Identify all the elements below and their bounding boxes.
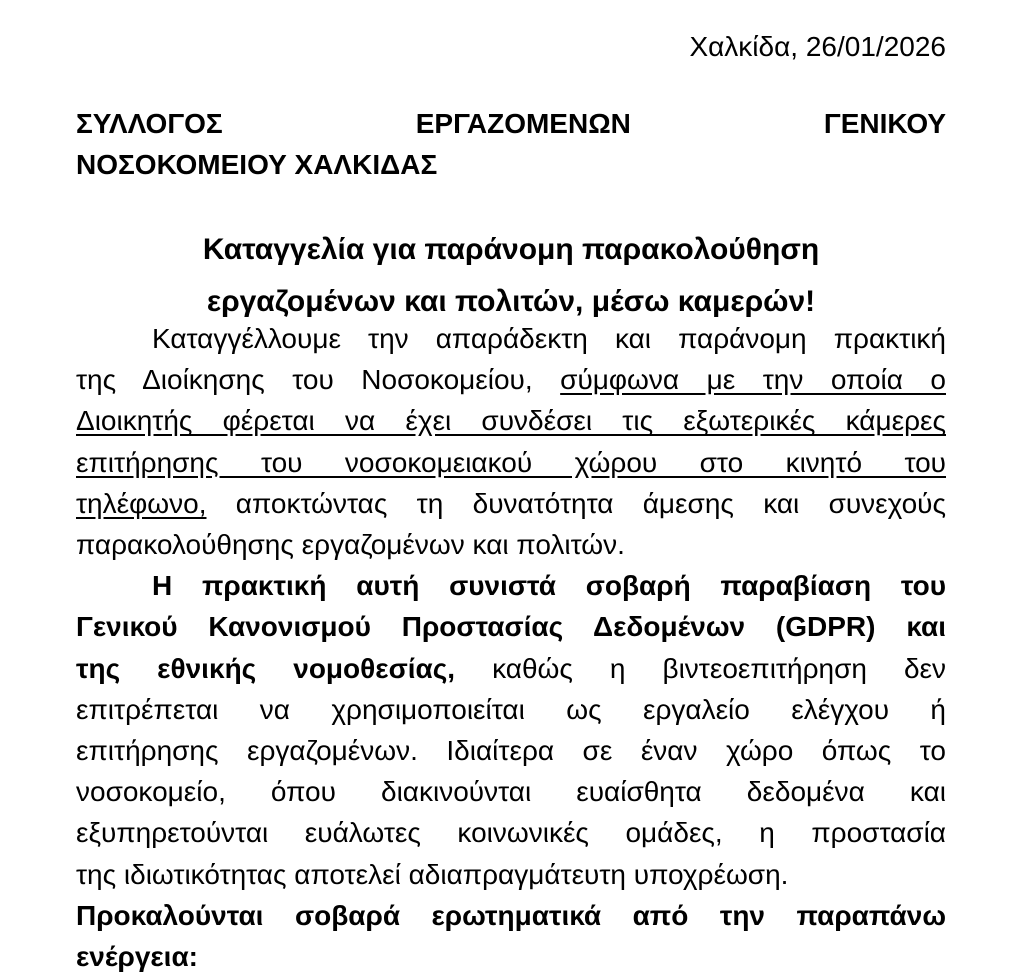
paragraph-3: [76, 895, 946, 977]
p2-line-6: νοσοκομείο, όπου διακινούνται ευαίσθητα δεδομένα και: [76, 776, 946, 808]
p2-line-7: εξυπηρετούνται ευάλωτες κοινωνικές ομάδες, η προστασία: [76, 817, 946, 849]
organization-line-1: ΣΥΛΛΟΓΟΣ ΕΡΓΑΖΟΜΕΝΩΝ ΓΕΝΙΚΟΥ: [76, 108, 946, 139]
p3-line-2: ενέργεια:: [76, 941, 198, 973]
p2-line-3: [76, 648, 946, 689]
document-body: [76, 318, 946, 977]
date-line: Χαλκίδα, 26/01/2026: [689, 31, 946, 62]
organization-name: [76, 103, 946, 185]
p1-line-1: Καταγγέλλουμε την απαράδεκτη και παράνομη πρακτική: [152, 323, 946, 354]
p1-line-5: [76, 483, 946, 524]
organization-line-2: ΝΟΣΟΚΟΜΕΙΟΥ ΧΑΛΚΙΔΑΣ: [76, 149, 438, 180]
p1-line-3-underlined: Διοικητής φέρεται να έχει συνδέσει τις εξωτερικές κάμερες: [76, 405, 946, 437]
p1-line-6: παρακολούθησης εργαζομένων και πολιτών.: [76, 529, 625, 561]
p1-line-4: [76, 442, 946, 483]
p2-line-3-text: καθώς η βιντεοεπιτήρηση δεν: [455, 652, 947, 684]
paragraph-1: [76, 318, 946, 565]
p2-line-8: της ιδιωτικότητας αποτελεί αδιαπραγμάτευτη υποχρέωση.: [76, 858, 789, 890]
p1-line-5-text: αποκτώντας τη δυνατότητα άμεσης και συνεχούς: [206, 487, 946, 519]
p1-line-5-underlined: τηλέφωνο,: [76, 487, 207, 519]
p1-line-2: [76, 359, 946, 400]
p1-line-2-text: της Διοίκησης του Νοσοκομείου,: [76, 364, 561, 396]
document-page: [76, 0, 947, 973]
p1-line-3: [76, 400, 946, 441]
document-title: [76, 224, 946, 328]
paragraph-2: [76, 565, 946, 895]
p3-line-1: Προκαλούνται σοβαρά ερωτηματικά από την παραπάνω: [76, 899, 946, 931]
p2-line-4: επιτρέπεται να χρησιμοποιείται ως εργαλείο ελέγχου ή: [76, 693, 946, 725]
p1-line-4-underlined: επιτήρησης του νοσοκομειακού χώρου στο κινητό του: [76, 446, 946, 478]
p1-line-2-underlined: σύμφωνα με την οποία ο: [560, 364, 946, 396]
p2-line-5: επιτήρησης εργαζομένων. Ιδιαίτερα σε έναν χώρο όπως το: [76, 735, 946, 767]
p2-line-1: Η πρακτική αυτή συνιστά σοβαρή παραβίαση του: [152, 570, 946, 602]
p2-line-2: Γενικού Κανονισμού Προστασίας Δεδομένων (GDPR) και: [76, 611, 946, 643]
title-line-1: Καταγγελία για παράνομη παρακολούθηση: [202, 233, 820, 266]
title-line-2: εργαζομένων και πολιτών, μέσω καμερών!: [206, 285, 816, 318]
p2-line-3-bold: της εθνικής νομοθεσίας,: [76, 652, 456, 684]
